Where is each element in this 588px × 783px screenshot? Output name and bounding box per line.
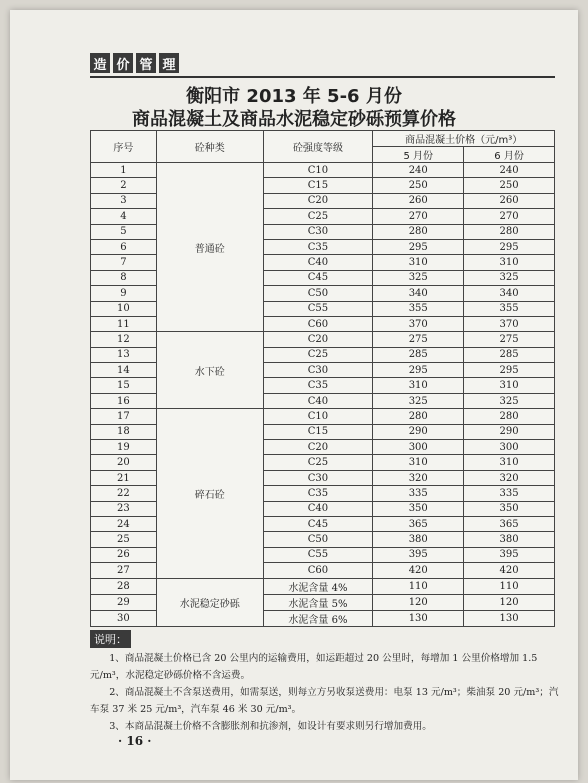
cell-may-price: 295	[373, 363, 464, 378]
cell-grade: C25	[263, 347, 373, 362]
cell-june-price: 310	[464, 255, 555, 270]
cell-june-price: 130	[464, 610, 555, 626]
cell-june-price: 380	[464, 532, 555, 547]
cell-seq: 26	[91, 547, 157, 562]
cell-june-price: 350	[464, 501, 555, 516]
cell-june-price: 395	[464, 547, 555, 562]
cell-seq: 23	[91, 501, 157, 516]
cell-may-price: 325	[373, 393, 464, 408]
price-table	[90, 130, 555, 627]
cell-seq: 13	[91, 347, 157, 362]
cell-may-price: 250	[373, 178, 464, 193]
cell-may-price: 320	[373, 470, 464, 485]
cell-grade: C30	[263, 224, 373, 239]
cell-grade: C45	[263, 516, 373, 531]
header-june: 6 月份	[464, 147, 555, 163]
cell-grade: C40	[263, 255, 373, 270]
cell-may-price: 395	[373, 547, 464, 562]
cell-may-price: 120	[373, 594, 464, 610]
cell-seq: 25	[91, 532, 157, 547]
header-grade: 砼强度等级	[263, 131, 373, 163]
note-item: 1、商品混凝土价格已含 20 公里内的运输费用，如运距超过 20 公里时，每增加 1 公里价格增加 1.5 元/m³，水泥稳定砂砾价格不含运费。	[90, 653, 538, 681]
cell-june-price: 335	[464, 486, 555, 501]
cell-may-price: 340	[373, 286, 464, 301]
cell-seq: 15	[91, 378, 157, 393]
section-header	[90, 48, 182, 78]
title-line-1: 衡阳市 2013 年 5-6 月份	[186, 86, 402, 107]
cell-grade: C30	[263, 470, 373, 485]
cell-seq: 27	[91, 563, 157, 578]
cell-may-price: 260	[373, 193, 464, 208]
cell-grade: C40	[263, 393, 373, 408]
cell-grade: C60	[263, 316, 373, 331]
cell-may-price: 350	[373, 501, 464, 516]
cell-seq: 3	[91, 193, 157, 208]
cell-grade: 水泥含量 6%	[263, 610, 373, 626]
cell-grade: C20	[263, 332, 373, 347]
cell-grade: C35	[263, 239, 373, 254]
cell-june-price: 365	[464, 516, 555, 531]
cell-grade: C15	[263, 178, 373, 193]
cell-grade: C60	[263, 563, 373, 578]
cell-grade: C20	[263, 440, 373, 455]
cell-seq: 10	[91, 301, 157, 316]
cell-category: 普通砼	[156, 163, 263, 332]
cell-seq: 8	[91, 270, 157, 285]
cell-june-price: 310	[464, 378, 555, 393]
cell-seq: 22	[91, 486, 157, 501]
cell-seq: 9	[91, 286, 157, 301]
cell-grade: C10	[263, 409, 373, 424]
cell-grade: 水泥含量 5%	[263, 594, 373, 610]
cell-seq: 20	[91, 455, 157, 470]
cell-seq: 14	[91, 363, 157, 378]
notes	[90, 650, 560, 735]
cell-june-price: 260	[464, 193, 555, 208]
cell-june-price: 340	[464, 286, 555, 301]
cell-seq: 21	[91, 470, 157, 485]
section-char: 价	[113, 53, 133, 73]
cell-may-price: 280	[373, 224, 464, 239]
section-char: 理	[159, 53, 179, 73]
cell-may-price: 130	[373, 610, 464, 626]
cell-seq: 12	[91, 332, 157, 347]
cell-seq: 17	[91, 409, 157, 424]
cell-seq: 29	[91, 594, 157, 610]
cell-seq: 30	[91, 610, 157, 626]
cell-grade: C40	[263, 501, 373, 516]
cell-june-price: 310	[464, 455, 555, 470]
cell-grade: C50	[263, 286, 373, 301]
cell-grade: C15	[263, 424, 373, 439]
cell-may-price: 310	[373, 255, 464, 270]
header-type: 砼种类	[156, 131, 263, 163]
cell-june-price: 270	[464, 209, 555, 224]
cell-may-price: 240	[373, 163, 464, 178]
page-number: · 16 ·	[118, 734, 152, 748]
notes-label: 说明：	[90, 630, 131, 648]
table-row	[91, 163, 555, 178]
cell-june-price: 355	[464, 301, 555, 316]
cell-seq: 24	[91, 516, 157, 531]
header-rule	[90, 76, 555, 78]
cell-category: 水泥稳定砂砾	[156, 578, 263, 626]
cell-grade: C55	[263, 547, 373, 562]
cell-grade: C45	[263, 270, 373, 285]
cell-seq: 5	[91, 224, 157, 239]
cell-june-price: 275	[464, 332, 555, 347]
cell-category: 水下砼	[156, 332, 263, 409]
cell-june-price: 290	[464, 424, 555, 439]
table-row	[91, 409, 555, 424]
cell-seq: 1	[91, 163, 157, 178]
document-page	[10, 10, 578, 780]
cell-category: 碎石砼	[156, 409, 263, 578]
cell-may-price: 335	[373, 486, 464, 501]
cell-grade: 水泥含量 4%	[263, 578, 373, 594]
cell-may-price: 285	[373, 347, 464, 362]
price-table-body	[91, 163, 555, 627]
cell-may-price: 270	[373, 209, 464, 224]
cell-grade: C35	[263, 378, 373, 393]
cell-may-price: 280	[373, 409, 464, 424]
cell-may-price: 110	[373, 578, 464, 594]
note-item: 3、本商品混凝土价格不含膨胀剂和抗渗剂，如设计有要求则另行增加费用。	[109, 721, 432, 732]
cell-june-price: 280	[464, 224, 555, 239]
cell-june-price: 420	[464, 563, 555, 578]
cell-grade: C25	[263, 209, 373, 224]
cell-june-price: 120	[464, 594, 555, 610]
cell-grade: C35	[263, 486, 373, 501]
cell-june-price: 300	[464, 440, 555, 455]
cell-may-price: 310	[373, 455, 464, 470]
cell-may-price: 355	[373, 301, 464, 316]
cell-june-price: 295	[464, 239, 555, 254]
cell-may-price: 365	[373, 516, 464, 531]
cell-grade: C30	[263, 363, 373, 378]
cell-seq: 7	[91, 255, 157, 270]
cell-seq: 4	[91, 209, 157, 224]
cell-may-price: 380	[373, 532, 464, 547]
cell-may-price: 295	[373, 239, 464, 254]
cell-seq: 18	[91, 424, 157, 439]
cell-june-price: 285	[464, 347, 555, 362]
cell-grade: C10	[263, 163, 373, 178]
cell-june-price: 280	[464, 409, 555, 424]
cell-june-price: 325	[464, 270, 555, 285]
cell-seq: 28	[91, 578, 157, 594]
cell-june-price: 370	[464, 316, 555, 331]
section-char: 管	[136, 53, 156, 73]
header-seq: 序号	[91, 131, 157, 163]
cell-may-price: 275	[373, 332, 464, 347]
cell-june-price: 295	[464, 363, 555, 378]
cell-seq: 19	[91, 440, 157, 455]
header-may: 5 月份	[373, 147, 464, 163]
cell-may-price: 325	[373, 270, 464, 285]
cell-june-price: 110	[464, 578, 555, 594]
cell-june-price: 250	[464, 178, 555, 193]
section-char: 造	[90, 53, 110, 73]
cell-grade: C55	[263, 301, 373, 316]
cell-may-price: 370	[373, 316, 464, 331]
header-price-group: 商品混凝土价格（元/m³）	[373, 131, 555, 147]
title-line-2: 商品混凝土及商品水泥稳定砂砾预算价格	[132, 109, 456, 130]
cell-grade: C20	[263, 193, 373, 208]
cell-june-price: 325	[464, 393, 555, 408]
cell-may-price: 290	[373, 424, 464, 439]
cell-june-price: 320	[464, 470, 555, 485]
cell-june-price: 240	[464, 163, 555, 178]
cell-seq: 2	[91, 178, 157, 193]
cell-grade: C25	[263, 455, 373, 470]
table-row	[91, 332, 555, 347]
cell-may-price: 420	[373, 563, 464, 578]
cell-may-price: 310	[373, 378, 464, 393]
note-item: 2、商品混凝土不含泵送费用，如需泵送，则每立方另收泵送费用：电泵 13 元/m³；柴油泵 20 元/m³；汽车泵 37 米 25 元/m³，汽车泵 46 米 30 元/m³。	[90, 687, 559, 715]
cell-seq: 6	[91, 239, 157, 254]
cell-grade: C50	[263, 532, 373, 547]
cell-seq: 16	[91, 393, 157, 408]
cell-seq: 11	[91, 316, 157, 331]
cell-may-price: 300	[373, 440, 464, 455]
table-row	[91, 578, 555, 594]
